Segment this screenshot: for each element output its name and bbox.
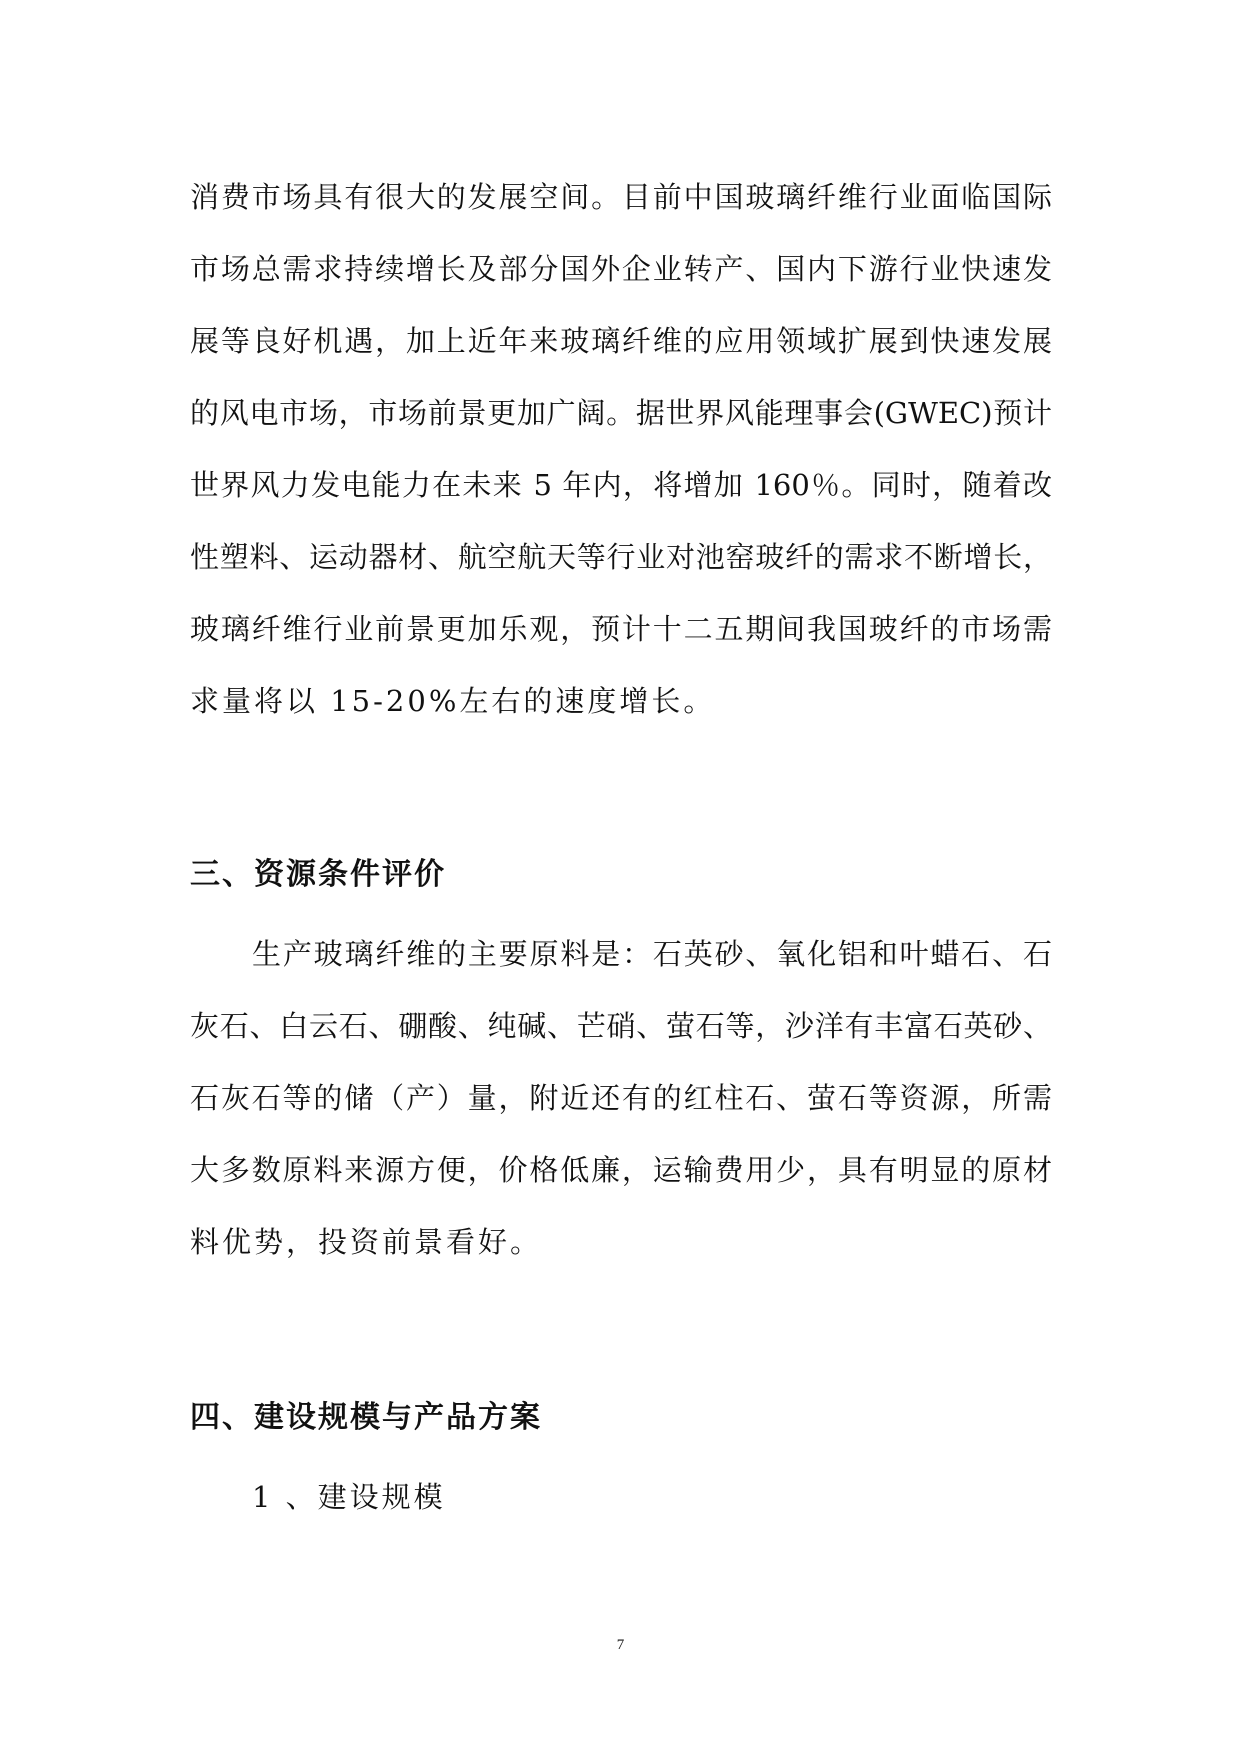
paragraph-line: 的风电市场，市场前景更加广阔。据世界风能理事会(GWEC)预计 — [190, 396, 1052, 430]
subheading-construction-scale: 1 、建设规模 — [252, 1480, 446, 1514]
page-number: 7 — [616, 1637, 625, 1653]
paragraph-line: 石灰石等的储（产）量，附近还有的红柱石、萤石等资源，所需 — [190, 1081, 1052, 1115]
paragraph-line: 市场总需求持续增长及部分国外企业转产、国内下游行业快速发 — [190, 252, 1052, 286]
paragraph-line: 料优势，投资前景看好。 — [190, 1225, 543, 1259]
section-heading-resource-evaluation: 三、资源条件评价 — [190, 857, 446, 892]
paragraph-line: 大多数原料来源方便，价格低廉，运输费用少，具有明显的原材 — [190, 1153, 1052, 1187]
paragraph-line: 世界风力发电能力在未来 5 年内，将增加 160％。同时，随着改 — [190, 468, 1052, 502]
paragraph-line: 消费市场具有很大的发展空间。目前中国玻璃纤维行业面临国际 — [190, 180, 1052, 214]
paragraph-line: 性塑料、运动器材、航空航天等行业对池窑玻纤的需求不断增长， — [190, 540, 1052, 574]
section-heading-construction-scale: 四、建设规模与产品方案 — [190, 1400, 542, 1435]
paragraph-line: 展等良好机遇，加上近年来玻璃纤维的应用领域扩展到快速发展 — [190, 324, 1052, 358]
paragraph-line: 求量将以 15-20%左右的速度增长。 — [190, 684, 716, 718]
paragraph-line: 灰石、白云石、硼酸、纯碱、芒硝、萤石等，沙洋有丰富石英砂、 — [190, 1009, 1052, 1043]
paragraph-line: 生产玻璃纤维的主要原料是：石英砂、氧化铝和叶蜡石、石 — [252, 937, 1052, 971]
paragraph-line: 玻璃纤维行业前景更加乐观，预计十二五期间我国玻纤的市场需 — [190, 612, 1052, 646]
